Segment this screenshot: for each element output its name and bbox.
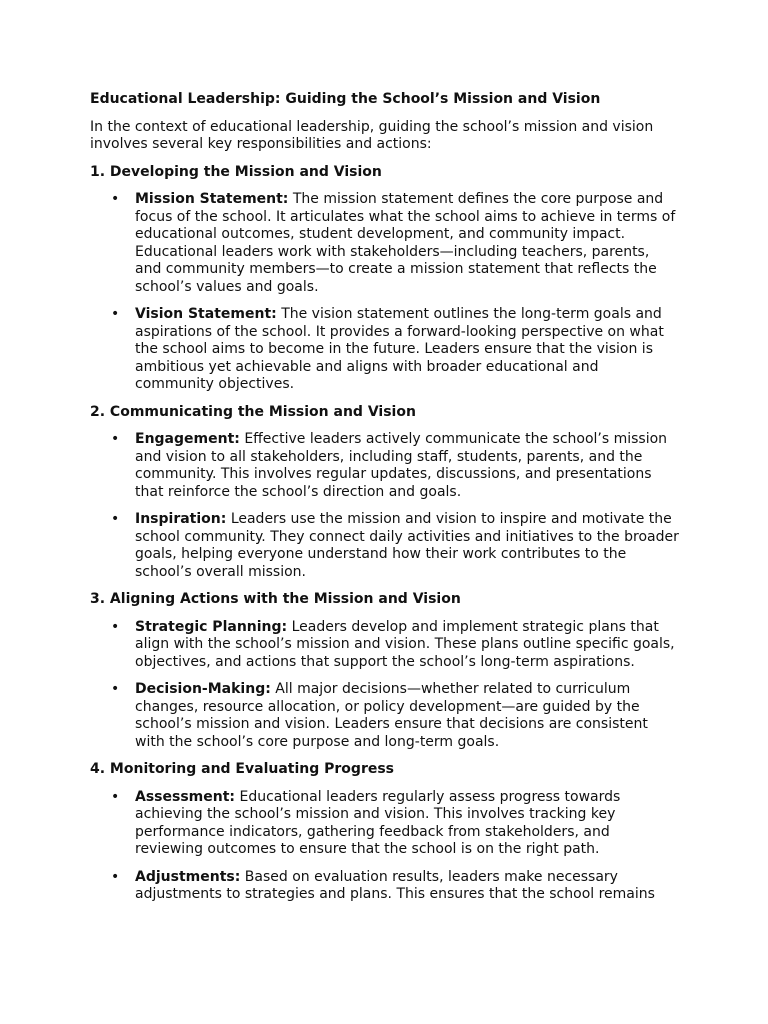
list-item-inspiration [90,511,680,581]
section-monitoring [90,761,680,904]
bullet-icon: • [111,788,120,805]
list-item-strategic-planning [90,619,680,672]
bullet-icon: • [111,431,120,447]
section-aligning [90,591,680,751]
section-heading: 4. Monitoring and Evaluating Progress [90,761,395,777]
bullet-icon: • [111,681,120,697]
list-item-vision-statement [90,306,680,394]
section-communicating [90,404,680,582]
item-term: Assessment: [135,788,236,805]
section-developing [90,164,680,394]
list-item-adjustments [90,869,680,904]
item-text: All major decisions—whether related to curriculum changes, resource allocation, or policy development—are guided by the school’s mission and vision. Leaders ensure that decisions are consistent with the school’s core purpose and long-term goals. [135,681,648,750]
item-text: Educational leaders regularly assess progress towards achieving the school’s mission and vision. This involves tracking key performance indicators, gathering feedback from stakeholders, and reviewing outcomes to ensure that the school is on the right path. [135,788,621,857]
list-item-engagement [90,431,680,501]
item-term: Mission Statement: [135,191,289,207]
bullet-list [90,191,680,394]
list-item-mission-statement [90,191,680,296]
item-text: The mission statement defines the core purpose and focus of the school. It articulates what the school aims to achieve in terms of educational outcomes, student development, and community impact. Educational leaders work with stakeholders—including teachers, parents, and community members—to create a mission statement that reflects the school’s values and goals. [135,191,676,295]
bullet-icon: • [111,511,120,527]
item-term: Strategic Planning: [135,618,288,635]
section-heading: 3. Aligning Actions with the Mission and Vision [90,591,461,607]
item-term: Decision-Making: [135,681,271,697]
item-text: Leaders develop and implement strategic plans that align with the school’s mission and vision. These plans outline specific goals, objectives, and actions that support the school’s long-term aspirations. [135,618,675,670]
item-term: Vision Statement: [135,306,277,322]
item-term: Engagement: [135,431,240,447]
bullet-icon: • [111,306,120,322]
bullet-list [90,619,680,752]
intro-paragraph: In the context of educational leadership, guiding the school’s mission and vision involves several key responsibilities and actions: [90,118,654,152]
bullet-list [90,431,680,581]
bullet-icon: • [111,868,120,885]
document-title: Educational Leadership: Guiding the School’s Mission and Vision [90,91,601,107]
item-text: The vision statement outlines the long-term goals and aspirations of the school. It provides a forward-looking perspective on what the school aims to become in the future. Leaders ensure that the vision is ambitious yet achievable and aligns with broader educational and community objectives. [135,306,664,392]
section-heading: 1. Developing the Mission and Vision [90,163,382,180]
item-text: Effective leaders actively communicate the school’s mission and vision to all stakeholders, including staff, students, parents, and the community. This involves regular updates, discussions, and presentations that reinforce the school’s direction and goals. [135,431,668,500]
list-item-assessment [90,789,680,859]
bullet-list [90,789,680,904]
item-term: Adjustments: [135,868,241,885]
document-page [90,91,680,914]
bullet-icon: • [111,618,120,635]
list-item-decision-making [90,681,680,751]
item-text: Leaders use the mission and vision to inspire and motivate the school community. They connect daily activities and initiatives to the broader goals, helping everyone understand how their work contributes to the school’s overall mission. [135,511,679,580]
item-text: Based on evaluation results, leaders make necessary adjustments to strategies and plans. This ensures that the school remains [135,868,655,902]
section-heading: 2. Communicating the Mission and Vision [90,403,416,420]
item-term: Inspiration: [135,511,227,527]
bullet-icon: • [111,191,120,207]
